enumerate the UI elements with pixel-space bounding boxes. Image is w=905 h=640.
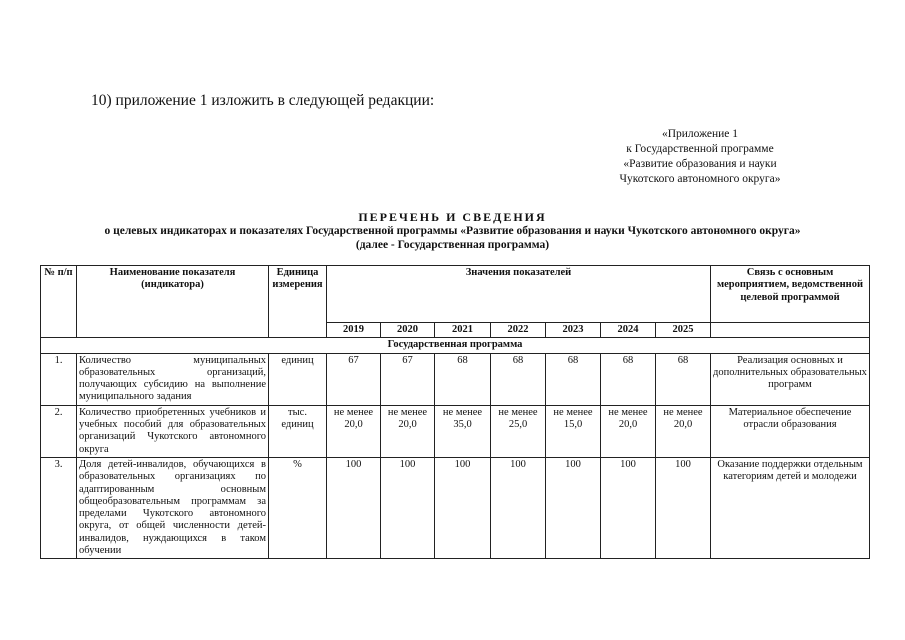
row-value: 68 — [601, 353, 656, 405]
table-row — [41, 405, 870, 457]
year-header: 2023 — [546, 323, 601, 338]
row-value: 100 — [546, 457, 601, 558]
row-value: 100 — [381, 457, 435, 558]
row-value: не менее 15,0 — [546, 405, 601, 457]
annex-line: «Развитие образования и науки — [623, 158, 777, 170]
annex-line: «Приложение 1 — [661, 128, 739, 140]
row-unit: тыс. единиц — [269, 405, 327, 457]
row-value: 100 — [656, 457, 711, 558]
row-unit: % — [269, 457, 327, 558]
row-num: 3. — [41, 457, 77, 558]
row-value: 67 — [327, 353, 381, 405]
year-header: 2024 — [601, 323, 656, 338]
header-values: Значения показателей — [327, 266, 711, 323]
row-value: не менее 35,0 — [435, 405, 491, 457]
header-num: № п/п — [41, 266, 77, 338]
annex-line: Чукотского автономного округа» — [619, 173, 781, 185]
annex-note — [590, 127, 810, 187]
heading-subtitle: о целевых индикаторах и показателях Государственной программы «Развитие образования и науки Чукотского автономного округа» — [104, 225, 801, 237]
row-num: 2. — [41, 405, 77, 457]
row-name: Количество приобретенных учебников и учебных пособий для образовательных организаций Чукотского автономного округа — [77, 405, 269, 457]
row-value: не менее 20,0 — [601, 405, 656, 457]
table-row — [41, 457, 870, 558]
table-row — [41, 353, 870, 405]
row-value: не менее 20,0 — [656, 405, 711, 457]
row-value: 100 — [601, 457, 656, 558]
year-header: 2022 — [491, 323, 546, 338]
year-header-blank — [711, 323, 870, 338]
row-num: 1. — [41, 353, 77, 405]
heading-note: (далее - Государственная программа) — [355, 239, 550, 251]
annex-line: к Государственной программе — [626, 143, 774, 155]
row-value: 100 — [435, 457, 491, 558]
row-link: Реализация основных и дополнительных образовательных программ — [711, 353, 870, 405]
row-value: 68 — [546, 353, 601, 405]
row-value: не менее 25,0 — [491, 405, 546, 457]
year-header: 2025 — [656, 323, 711, 338]
row-link: Материальное обеспечение отрасли образования — [711, 405, 870, 457]
intro-text: 10) приложение 1 изложить в следующей редакции: — [91, 92, 435, 109]
row-value: 68 — [656, 353, 711, 405]
row-link: Оказание поддержки отдельным категориям детей и молодежи — [711, 457, 870, 558]
row-value: 100 — [491, 457, 546, 558]
row-unit: единиц — [269, 353, 327, 405]
row-value: не менее 20,0 — [327, 405, 381, 457]
row-name: Доля детей-инвалидов, обучающихся в образовательных организациях по адаптированным основным общеобразовательным программам за пределами Чукотского автономного округа, от общей численности детей-инвалидов, нуждающихся в таком обучении — [77, 457, 269, 558]
row-name: Количество муниципальных образовательных организаций, получающих субсидию на выполнение муниципального задания — [77, 353, 269, 405]
row-value: 68 — [491, 353, 546, 405]
header-name: Наименование показателя (индикатора) — [77, 266, 269, 338]
document-heading — [0, 210, 905, 252]
indicators-table — [40, 265, 870, 559]
row-value: 68 — [435, 353, 491, 405]
year-header: 2020 — [381, 323, 435, 338]
row-value: 67 — [381, 353, 435, 405]
year-header: 2019 — [327, 323, 381, 338]
header-link: Связь с основным мероприятием, ведомственной целевой программой — [711, 266, 870, 323]
section-row: Государственная программа — [41, 338, 870, 353]
header-unit: Единица измерения — [269, 266, 327, 338]
row-value: не менее 20,0 — [381, 405, 435, 457]
year-header: 2021 — [435, 323, 491, 338]
row-value: 100 — [327, 457, 381, 558]
heading-title: ПЕРЕЧЕНЬ И СВЕДЕНИЯ — [358, 210, 547, 224]
